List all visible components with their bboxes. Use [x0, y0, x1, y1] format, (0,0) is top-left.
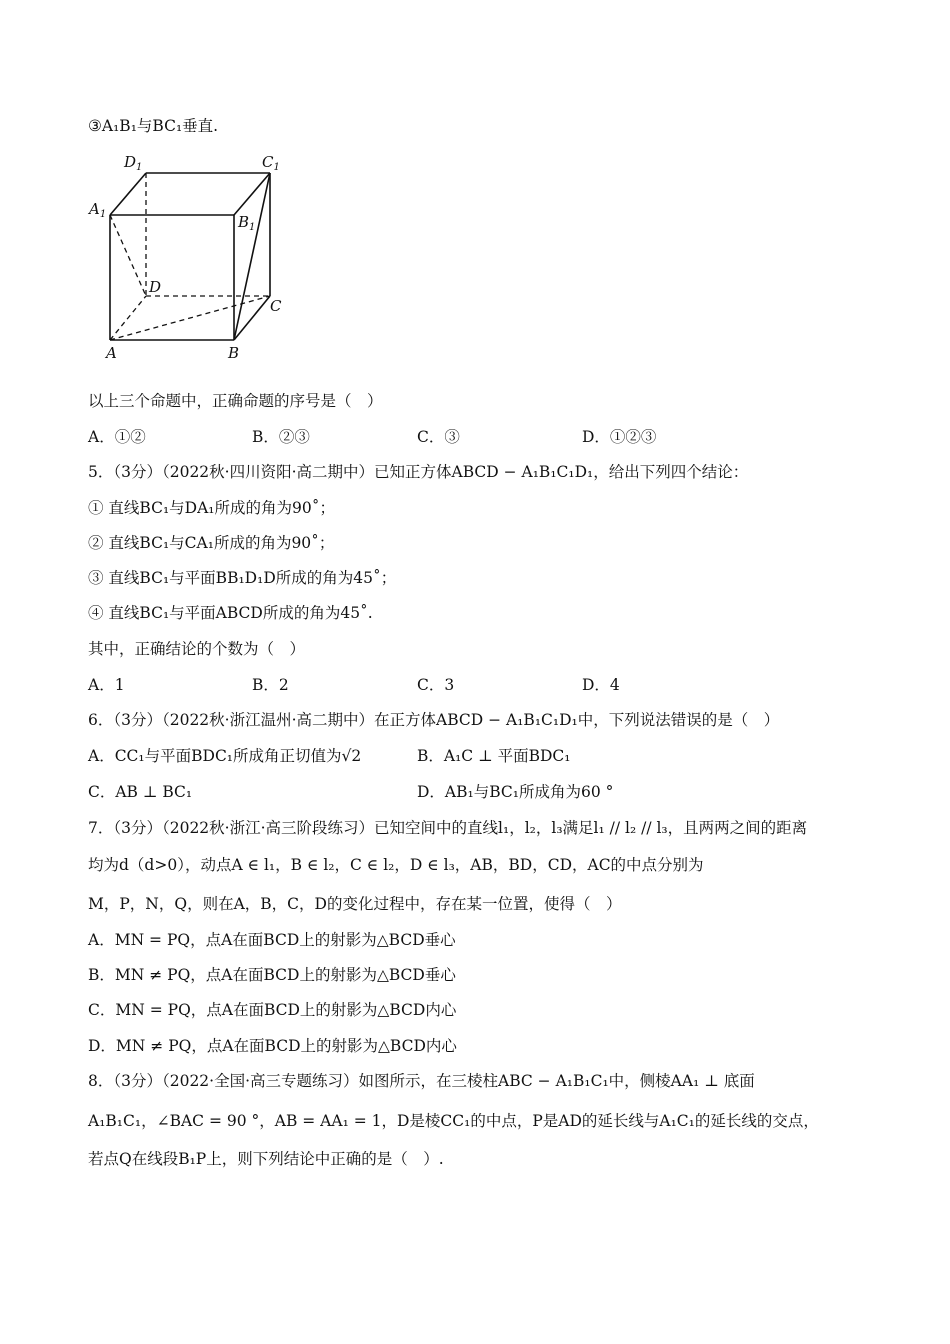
q5-conclusion-3: ③ 直线BC₁与平面BB₁D₁D所成的角为45˚；: [88, 569, 397, 587]
label-C1: $C_1$: [262, 153, 280, 173]
edge-B1C1: [234, 173, 270, 215]
segment-AC-hidden: [110, 296, 270, 340]
cube-figure: [86, 150, 296, 369]
question-7-stem-line3: M，P，N，Q，则在A，B，C，D的变化过程中，存在某一位置，使得（ ）: [88, 895, 622, 913]
label-D1: $D_1$: [124, 153, 143, 173]
q4-option-d[interactable]: D．①②③: [582, 428, 657, 446]
q6-option-a[interactable]: A．CC₁与平面BDC₁所成角正切值为√2: [88, 747, 362, 765]
q7-option-c[interactable]: C．MN = PQ，点A在面BCD上的射影为△BCD内心: [88, 1001, 457, 1019]
label-B: B: [228, 344, 240, 362]
q5-conclusion-2: ② 直线BC₁与CA₁所成的角为90˚；: [88, 534, 335, 552]
cube-diagram-svg: [86, 150, 296, 365]
q7-option-d[interactable]: D．MN ≠ PQ，点A在面BCD上的射影为△BCD内心: [88, 1037, 457, 1055]
q5-option-a[interactable]: A．1: [88, 676, 125, 694]
statement-3: ③A₁B₁与BC₁垂直.: [88, 117, 219, 135]
q5-conclusion-4: ④ 直线BC₁与平面ABCD所成的角为45˚.: [88, 604, 373, 622]
label-C: C: [270, 297, 282, 315]
question-7-stem-line2: 均为d（d>0），动点A ∈ l₁，B ∈ l₂，C ∈ l₂，D ∈ l₃，AB，BD，CD，AC的中点分别为: [88, 856, 704, 874]
q7-option-b[interactable]: B．MN ≠ PQ，点A在面BCD上的射影为△BCD垂心: [88, 966, 456, 984]
q5-conclusion-1: ① 直线BC₁与DA₁所成的角为90˚；: [88, 499, 335, 517]
q4-option-a[interactable]: A．①②: [88, 428, 146, 446]
q6-option-d[interactable]: D．AB₁与BC₁所成角为60 °: [417, 783, 614, 801]
q7-option-a[interactable]: A．MN = PQ，点A在面BCD上的射影为△BCD垂心: [88, 931, 456, 949]
q5-option-c[interactable]: C．3: [417, 676, 455, 694]
question-8-stem-line1: 8．（3分）（2022·全国·高三专题练习）如图所示，在三棱柱ABC − A₁B₁C₁中，侧棱AA₁ ⊥ 底面: [88, 1072, 755, 1090]
question-prompt: 以上三个命题中，正确命题的序号是（ ）: [88, 392, 383, 410]
segment-A1D-hidden: [110, 215, 146, 296]
label-A1: $A_1$: [89, 200, 107, 220]
question-7-stem-line1: 7．（3分）（2022秋·浙江·高三阶段练习）已知空间中的直线l₁，l₂，l₃满足l₁ // l₂ // l₃，且两两之间的距离: [88, 819, 808, 837]
segment-BC1: [234, 173, 270, 340]
label-A: A: [106, 344, 117, 362]
label-B1: $B_1$: [238, 213, 256, 233]
question-6-stem: 6．（3分）（2022秋·浙江温州·高二期中）在正方体ABCD − A₁B₁C₁D₁中，下列说法错误的是（ ）: [88, 711, 780, 729]
q6-option-b[interactable]: B．A₁C ⊥ 平面BDC₁: [417, 747, 571, 765]
question-8-stem-line2: A₁B₁C₁，∠BAC = 90 °，AB = AA₁ = 1，D是棱CC₁的中点，P是AD的延长线与A₁C₁的延长线的交点，: [88, 1112, 819, 1130]
edge-A1D1: [110, 173, 146, 215]
q5-option-d[interactable]: D．4: [582, 676, 620, 694]
question-8-stem-line3: 若点Q在线段B₁P上，则下列结论中正确的是（ ）.: [88, 1150, 444, 1168]
label-D: D: [149, 278, 162, 296]
edge-AD-hidden: [110, 296, 146, 340]
q5-prompt: 其中，正确结论的个数为（ ）: [88, 640, 306, 658]
q4-option-b[interactable]: B．②③: [252, 428, 310, 446]
q6-option-c[interactable]: C．AB ⊥ BC₁: [88, 783, 193, 801]
q4-option-c[interactable]: C．③: [417, 428, 460, 446]
question-5-stem: 5．（3分）（2022秋·四川资阳·高二期中）已知正方体ABCD − A₁B₁C₁D₁，给出下列四个结论：: [88, 463, 749, 481]
q5-option-b[interactable]: B．2: [252, 676, 289, 694]
